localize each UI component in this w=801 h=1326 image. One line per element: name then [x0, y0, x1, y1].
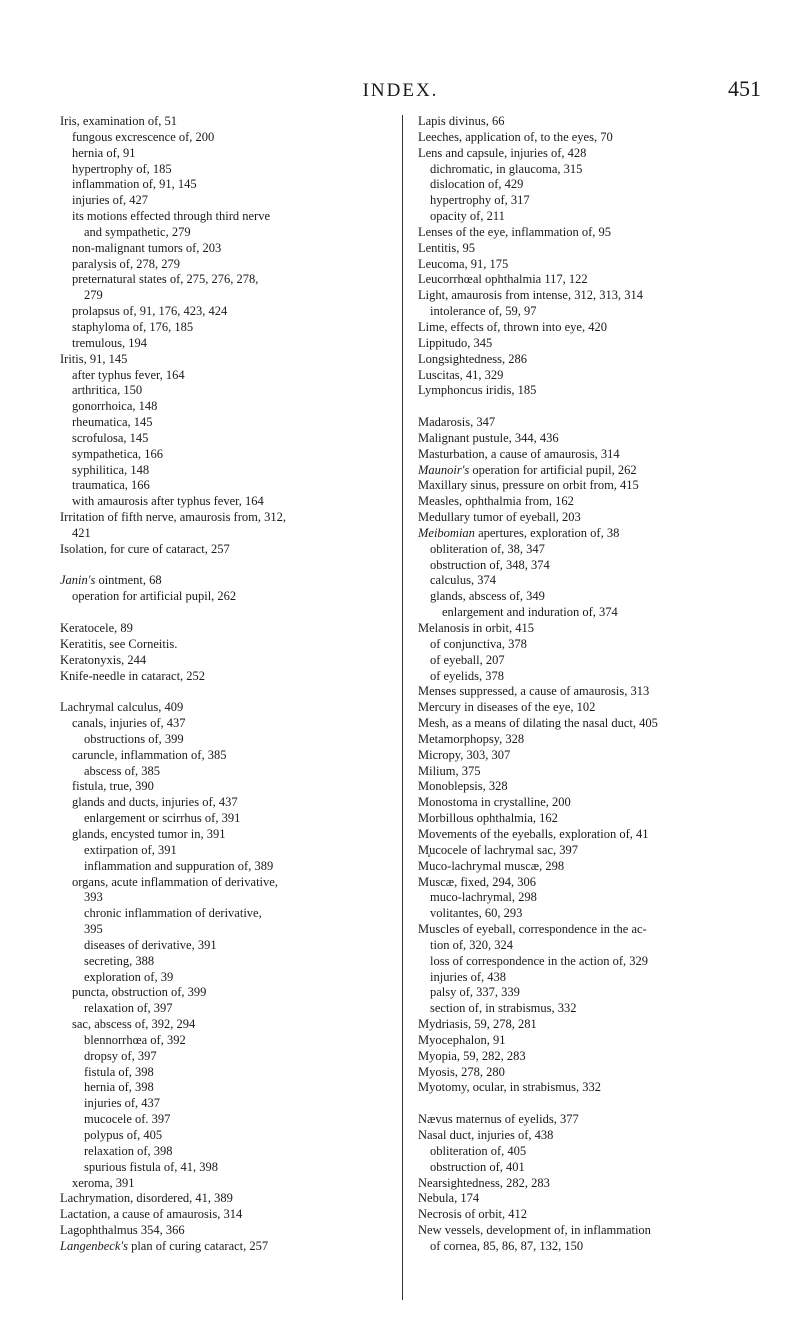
index-entry: Lenses of the eye, inflammation of, 95 [418, 224, 611, 239]
index-entry: Luscitas, 41, 329 [418, 367, 504, 382]
index-entry: Longsightedness, 286 [418, 351, 528, 366]
index-subentry: dichromatic, in glaucoma, 315 [430, 161, 583, 176]
index-entry: Nasal duct, injuries of, 438 [418, 1128, 554, 1142]
index-entry: Leucorrhœal ophthalmia 117, 122 [418, 272, 588, 287]
index-column-left [60, 114, 405, 1255]
index-subentry: obstructions of, 399 [84, 731, 184, 746]
index-subentry: chronic inflammation of derivative, [84, 906, 262, 921]
index-entry: Lapis divinus, 66 [418, 114, 505, 128]
index-entry: Leucoma, 91, 175 [418, 256, 509, 271]
index-entry: Lagophthalmus 354, 366 [60, 1223, 185, 1238]
index-entry: Myopia, 59, 282, 283 [418, 1048, 526, 1063]
index-subentry: mucocele of. 397 [84, 1112, 171, 1127]
index-subentry: arthritica, 150 [72, 383, 143, 398]
index-subentry: fistula, true, 390 [72, 779, 154, 794]
index-entry: Keratitis, see Corneitis. [60, 636, 178, 651]
index-subentry: with amaurosis after typhus fever, 164 [72, 494, 264, 509]
section-gap [418, 1096, 763, 1112]
page-header [0, 76, 801, 108]
index-subentry: muco-lachrymal, 298 [430, 890, 537, 905]
index-subentry: tremulous, 194 [72, 335, 147, 350]
index-entry: M̥ucocele of lachrymal sac, 397 [418, 842, 579, 857]
index-subentry: relaxation of, 397 [84, 1001, 173, 1016]
index-subentry: caruncle, inflammation of, 385 [72, 747, 227, 762]
index-entry: Measles, ophthalmia from, 162 [418, 494, 574, 509]
index-subentry: scrofulosa, 145 [72, 430, 149, 445]
index-subentry: glands, abscess of, 349 [430, 589, 545, 604]
section-gap [418, 399, 763, 415]
index-entry: Menses suppressed, a cause of amaurosis, 313 [418, 684, 650, 699]
index-entry: Nearsightedness, 282, 283 [418, 1175, 550, 1190]
index-entry: Mydriasis, 59, 278, 281 [418, 1017, 537, 1032]
index-subentry: palsy of, 337, 339 [430, 985, 520, 1000]
column-divider [402, 115, 403, 1300]
index-entry: Light, amaurosis from intense, 312, 313, 314 [418, 288, 643, 303]
index-subentry: dislocation of, 429 [430, 177, 524, 192]
index-subentry: 279 [84, 288, 103, 303]
index-entry: Monoblepsis, 328 [418, 779, 508, 794]
index-entry: Madarosis, 347 [418, 415, 496, 430]
index-entry: Malignant pustule, 344, 436 [418, 430, 559, 445]
index-subentry: loss of correspondence in the action of, 329 [430, 953, 648, 968]
index-entry: Knife-needle in cataract, 252 [60, 668, 206, 683]
index-entry: Mesh, as a means of dilating the nasal duct, 405 [418, 716, 658, 731]
index-subentry: of conjunctiva, 378 [430, 636, 527, 651]
index-subentry: traumatica, 166 [72, 478, 150, 493]
index-subentry: syphilitica, 148 [72, 462, 150, 477]
index-subentry: opacity of, 211 [430, 209, 505, 224]
index-entry: Nævus maternus of eyelids, 377 [418, 1112, 579, 1127]
index-entry: Lachrymal calculus, 409 [60, 700, 184, 715]
index-column-right [418, 114, 763, 1255]
index-subentry: hernia of, 91 [72, 145, 136, 160]
index-subentry: sympathetica, 166 [72, 446, 163, 461]
index-subentry: obstruction of, 401 [430, 1159, 525, 1174]
index-entry: Metamorphopsy, 328 [418, 731, 525, 746]
index-subentry: abscess of, 385 [84, 763, 161, 778]
index-entry: Maunoir's operation for artificial pupil, 262 [418, 462, 637, 477]
index-subentry: tion of, 320, 324 [430, 937, 513, 952]
index-entry: Milium, 375 [418, 763, 481, 778]
index-entry: Lime, effects of, thrown into eye, 420 [418, 319, 607, 334]
index-subentry: exploration of, 39 [84, 969, 174, 984]
index-subentry: after typhus fever, 164 [72, 367, 185, 382]
index-entry: Muco-lachrymal muscæ, 298 [418, 858, 565, 873]
index-subentry: sac, abscess of, 392, 294 [72, 1017, 196, 1032]
index-subentry: enlargement and induration of, 374 [442, 605, 618, 620]
index-entry: Muscles of eyeball, correspondence in the ac- [418, 922, 647, 937]
index-entry: New vessels, development of, in inflammation [418, 1223, 651, 1238]
index-entry: Medullary tumor of eyeball, 203 [418, 510, 581, 525]
index-entry: Muscæ, fixed, 294, 306 [418, 874, 537, 889]
index-subentry: secreting, 388 [84, 953, 155, 968]
index-subentry: intolerance of, 59, 97 [430, 304, 537, 319]
index-subentry: staphyloma of, 176, 185 [72, 319, 194, 334]
index-entry: Langenbeck's plan of curing cataract, 257 [60, 1238, 269, 1253]
index-subentry: gonorrhoica, 148 [72, 399, 158, 414]
index-subentry: prolapsus of, 91, 176, 423, 424 [72, 304, 228, 319]
index-subentry: obliteration of, 38, 347 [430, 541, 545, 556]
index-subentry: glands, encysted tumor in, 391 [72, 826, 226, 841]
index-entry: Iritis, 91, 145 [60, 351, 128, 366]
index-subentry: glands and ducts, injuries of, 437 [72, 795, 238, 810]
index-entry: Lippitudo, 345 [418, 335, 493, 350]
index-subentry: hypertrophy of, 185 [72, 161, 172, 176]
index-subentry: inflammation and suppuration of, 389 [84, 858, 274, 873]
index-entry: Micropy, 303, 307 [418, 747, 511, 762]
index-subentry: obstruction of, 348, 374 [430, 557, 550, 572]
index-entry: Masturbation, a cause of amaurosis, 314 [418, 446, 620, 461]
index-entry: Janin's ointment, 68 [60, 573, 162, 588]
index-subentry: hernia of, 398 [84, 1080, 154, 1095]
index-subentry: blennorrhœa of, 392 [84, 1032, 186, 1047]
index-entry: Isolation, for cure of cataract, 257 [60, 541, 230, 556]
index-subentry: 421 [72, 525, 91, 540]
index-subentry: 393 [84, 890, 103, 905]
index-entry: Myotomy, ocular, in strabismus, 332 [418, 1080, 602, 1095]
index-entry: Movements of the eyeballs, exploration of, 41 [418, 826, 649, 841]
index-subentry: injuries of, 427 [72, 193, 149, 208]
index-subentry: fungous excrescence of, 200 [72, 129, 215, 144]
index-subentry: obliteration of, 405 [430, 1143, 527, 1158]
running-title: INDEX. [362, 80, 439, 101]
index-entry: Morbillous ophthalmia, 162 [418, 811, 558, 826]
index-subentry: injuries of, 437 [84, 1096, 161, 1111]
index-subentry: fistula of, 398 [84, 1064, 154, 1079]
index-subentry: and sympathetic, 279 [84, 224, 191, 239]
index-entry: Lymphoncus iridis, 185 [418, 383, 537, 398]
index-subentry: preternatural states of, 275, 276, 278, [72, 272, 259, 287]
index-entry: Necrosis of orbit, 412 [418, 1207, 528, 1222]
section-gap [60, 558, 405, 574]
index-subentry: relaxation of, 398 [84, 1143, 173, 1158]
index-subentry: rheumatica, 145 [72, 415, 153, 430]
index-subentry: its motions effected through third nerve [72, 209, 270, 224]
index-entry: Meibomian apertures, exploration of, 38 [418, 525, 620, 540]
index-subentry: inflammation of, 91, 145 [72, 177, 197, 192]
index-subentry: 395 [84, 922, 103, 937]
index-entry: Lactation, a cause of amaurosis, 314 [60, 1207, 243, 1222]
index-subentry: canals, injuries of, 437 [72, 716, 186, 731]
index-entry: Monostoma in crystalline, 200 [418, 795, 571, 810]
index-subentry: hypertrophy of, 317 [430, 193, 530, 208]
section-gap [60, 605, 405, 621]
index-subentry: enlargement or scirrhus of, 391 [84, 811, 241, 826]
index-subentry: volitantes, 60, 293 [430, 906, 523, 921]
index-subentry: operation for artificial pupil, 262 [72, 589, 237, 604]
index-entry: Nebula, 174 [418, 1191, 480, 1206]
index-entry: Irritation of fifth nerve, amaurosis from, 312, [60, 510, 286, 525]
index-subentry: paralysis of, 278, 279 [72, 256, 180, 271]
index-subentry: spurious fistula of, 41, 398 [84, 1159, 219, 1174]
index-subentry: polypus of, 405 [84, 1128, 163, 1142]
section-gap [60, 684, 405, 700]
index-subentry: diseases of derivative, 391 [84, 937, 217, 952]
index-entry: Mercury in diseases of the eye, 102 [418, 700, 596, 715]
page-number: 451 [728, 76, 761, 101]
index-subentry: puncta, obstruction of, 399 [72, 985, 207, 1000]
index-entry: Keratocele, 89 [60, 621, 133, 635]
index-entry: Leeches, application of, to the eyes, 70 [418, 129, 613, 144]
index-subentry: injuries of, 438 [430, 969, 507, 984]
index-subentry: extirpation of, 391 [84, 842, 177, 857]
index-entry: Lentitis, 95 [418, 240, 475, 255]
index-subentry: xeroma, 391 [72, 1175, 135, 1190]
index-entry: Myosis, 278, 280 [418, 1064, 505, 1079]
index-entry: Melanosis in orbit, 415 [418, 621, 534, 635]
index-subentry: section of, in strabismus, 332 [430, 1001, 577, 1016]
index-entry: Lens and capsule, injuries of, 428 [418, 145, 587, 160]
index-subentry: of eyelids, 378 [430, 668, 504, 683]
index-entry: Maxillary sinus, pressure on orbit from, 415 [418, 478, 639, 493]
index-subentry: calculus, 374 [430, 573, 496, 588]
index-subentry: dropsy of, 397 [84, 1048, 157, 1063]
index-subentry: of eyeball, 207 [430, 652, 505, 667]
index-entry: Iris, examination of, 51 [60, 114, 177, 128]
index-subentry: organs, acute inflammation of derivative, [72, 874, 278, 889]
index-subentry: non-malignant tumors of, 203 [72, 240, 222, 255]
index-entry: Lachrymation, disordered, 41, 389 [60, 1191, 233, 1206]
index-entry: Myocephalon, 91 [418, 1032, 506, 1047]
index-subentry: of cornea, 85, 86, 87, 132, 150 [430, 1238, 584, 1253]
index-entry: Keratonyxis, 244 [60, 652, 147, 667]
